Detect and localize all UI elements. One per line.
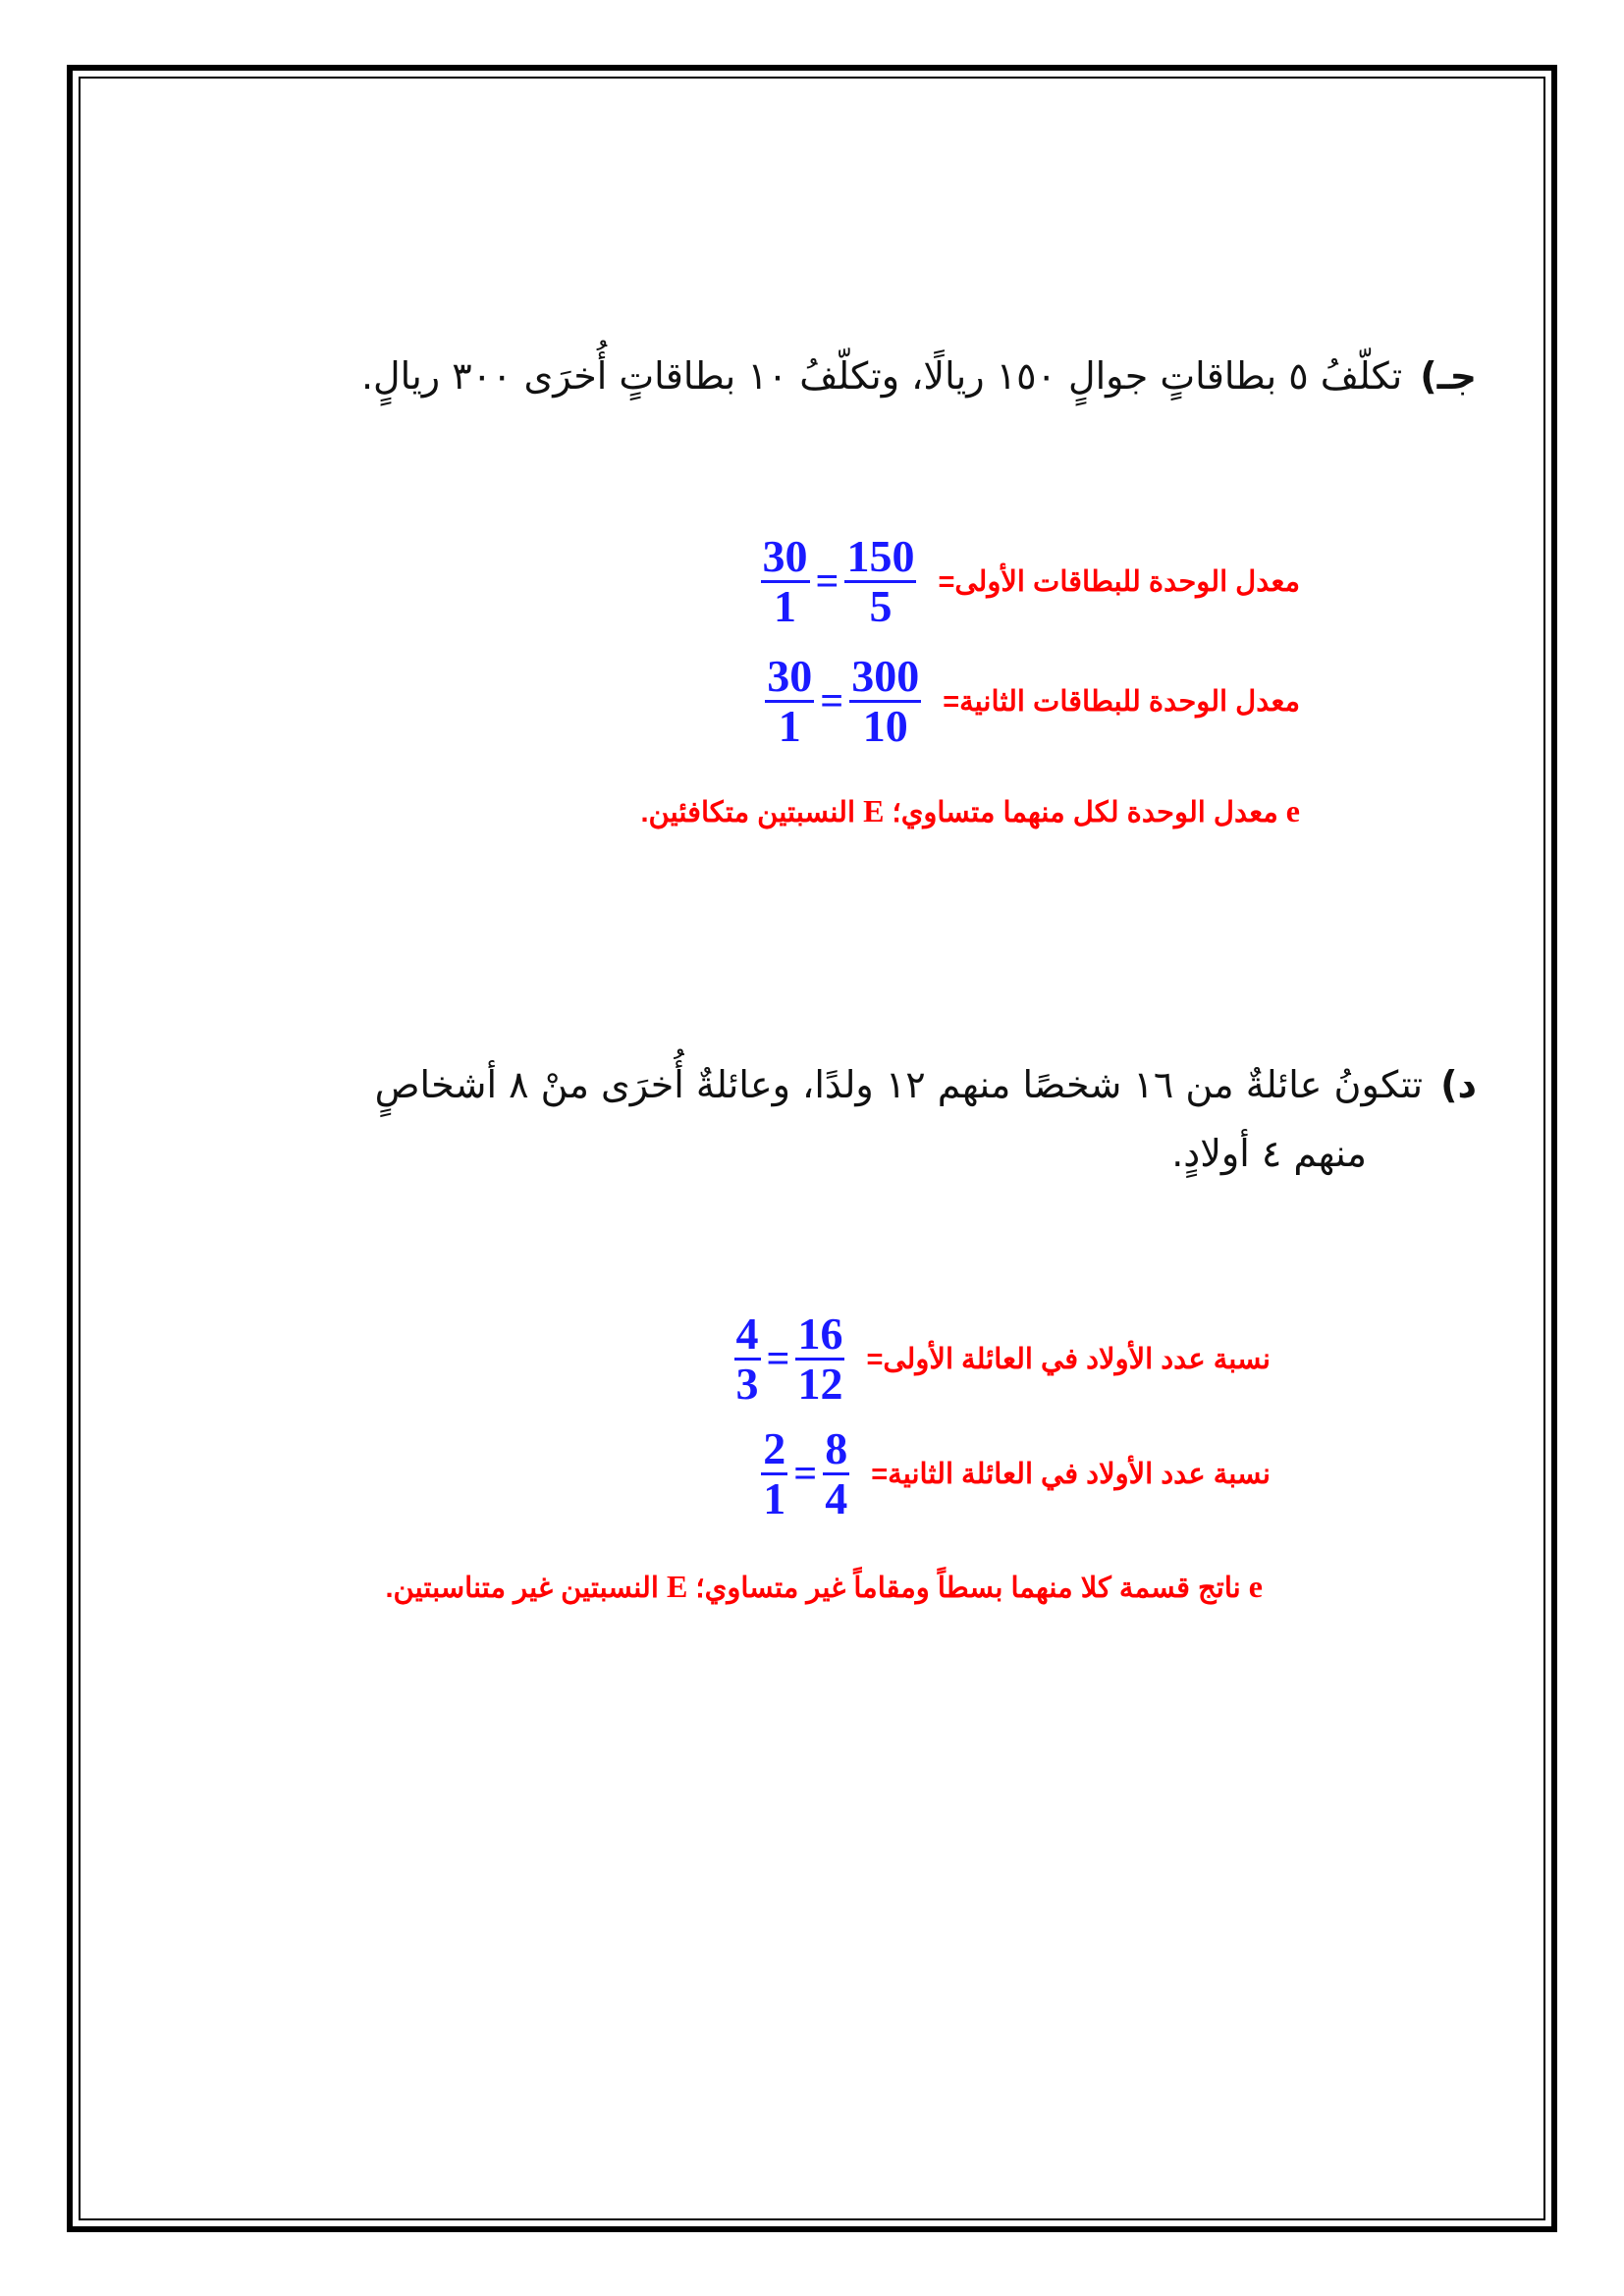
solution-c-line-1-text: معدل الوحدة للبطاقات الأولى= — [938, 566, 1300, 598]
denominator: 4 — [825, 1473, 848, 1523]
problem-c-text: تكلّفُ ٥ بطاقاتٍ جوالٍ ١٥٠ ريالًا، وتكلّفُ ١٠ بطاقاتٍ أُخرَى ٣٠٠ ريالٍ. — [360, 354, 1403, 398]
solution-c-conclusion — [640, 793, 1300, 829]
conclusion-c-part-2: النسبتين متكافئين. — [640, 797, 856, 828]
solution-d-line-2-text: نسبة عدد الأولاد في العائلة الثانية= — [871, 1459, 1271, 1490]
equals-sign: = — [820, 678, 844, 724]
solution-d-line-1 — [734, 1310, 1271, 1408]
problem-c — [122, 342, 1477, 410]
problem-c-label: جـ) — [1420, 354, 1477, 398]
solution-d-conclusion — [386, 1569, 1264, 1605]
equals-sign: = — [766, 1336, 790, 1382]
therefore-symbol: E — [667, 1569, 688, 1604]
solution-c-line-2-text: معدل الوحدة للبطاقات الثانية= — [943, 686, 1300, 718]
fraction — [849, 653, 921, 750]
denominator: 1 — [763, 1473, 786, 1523]
problem-d-text-1: تتكونُ عائلةٌ من ١٦ شخصًا منهم ١٢ ولدًا، وعائلةٌ أُخرَى منْ ٨ أشخاصٍ — [374, 1063, 1424, 1106]
denominator: 5 — [869, 581, 893, 631]
fraction — [823, 1425, 849, 1522]
numerator: 150 — [846, 531, 915, 581]
problem-d-text-2: منهم ٤ أولادٍ. — [1171, 1132, 1367, 1175]
solution-c-line-2-equation — [765, 653, 921, 750]
solution-d-line-1-text: نسبة عدد الأولاد في العائلة الأولى= — [866, 1344, 1271, 1375]
problem-d-line-2 — [102, 1119, 1367, 1188]
therefore-symbol: E — [863, 793, 885, 828]
numerator: 16 — [797, 1308, 843, 1359]
solution-c-line-1-equation — [761, 533, 917, 630]
solution-c-line-2 — [765, 653, 1300, 750]
solution-d-line-2 — [761, 1425, 1271, 1522]
denominator: 1 — [778, 701, 801, 751]
equals-sign: = — [815, 559, 839, 605]
conclusion-c-part-1: معدل الوحدة لكل منهما متساوي؛ — [892, 797, 1278, 828]
conclusion-d-part-1: ناتج قسمة كلا منهما بسطاً ومقاماً غير متساوي؛ — [695, 1573, 1241, 1604]
fraction — [761, 1425, 787, 1522]
fraction — [761, 533, 810, 630]
denominator: 12 — [797, 1359, 843, 1409]
fraction — [795, 1310, 844, 1408]
denominator: 3 — [735, 1359, 759, 1409]
numerator: 30 — [762, 531, 808, 581]
solution-d-line-1-equation — [734, 1310, 845, 1408]
denominator: 1 — [774, 581, 796, 631]
numerator: 30 — [767, 651, 813, 701]
fraction — [734, 1310, 761, 1408]
solution-d-line-2-equation — [761, 1425, 849, 1522]
fraction — [844, 533, 916, 630]
problem-d — [102, 1050, 1477, 1188]
numerator: 2 — [763, 1423, 786, 1473]
problem-d-label: د) — [1440, 1063, 1477, 1106]
problem-d-line-1 — [102, 1050, 1477, 1119]
numerator: 4 — [735, 1308, 759, 1359]
because-symbol: e — [1285, 793, 1300, 828]
equals-sign: = — [793, 1451, 818, 1497]
solution-c-line-1 — [761, 533, 1301, 630]
because-symbol: e — [1248, 1569, 1263, 1604]
fraction — [765, 653, 814, 750]
conclusion-d-part-2: النسبتين غير متناسبتين. — [385, 1573, 659, 1604]
denominator: 10 — [862, 701, 908, 751]
numerator: 8 — [825, 1423, 848, 1473]
numerator: 300 — [851, 651, 920, 701]
